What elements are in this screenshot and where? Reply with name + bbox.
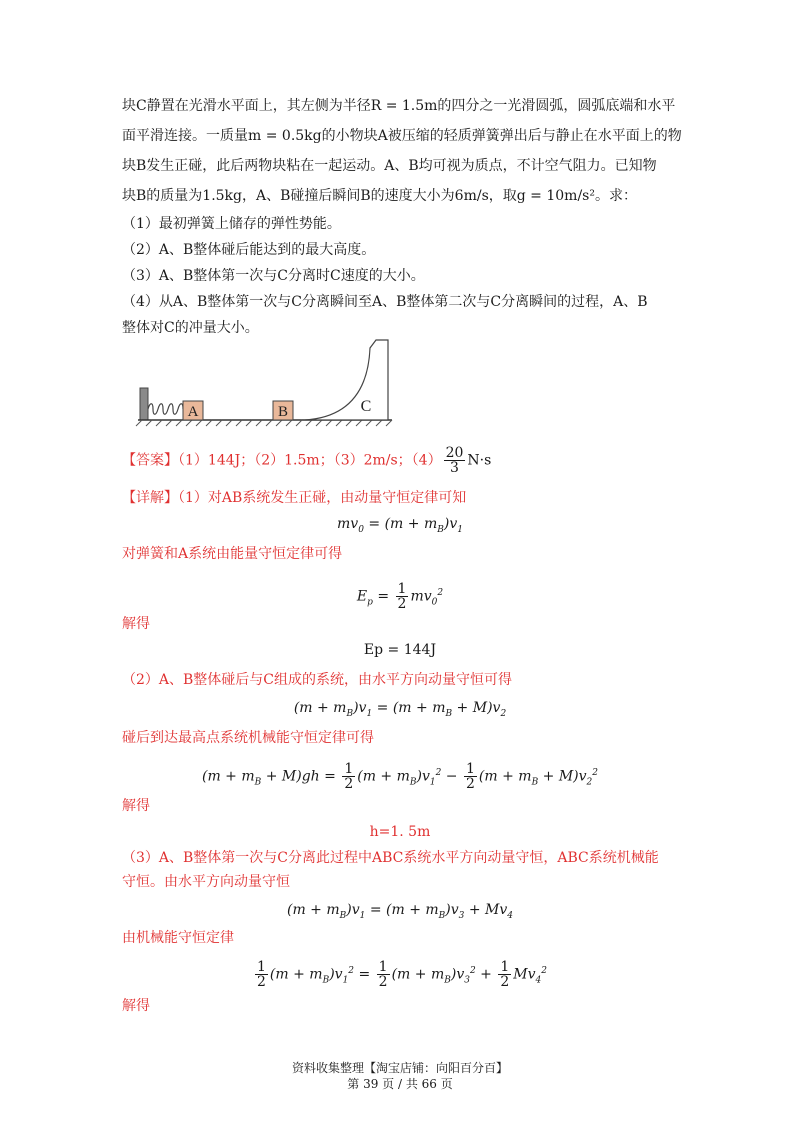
block-c [305, 340, 388, 420]
detail-intro-text: （1）对AB系统发生正碰，由动量守恒定律可知 [178, 490, 467, 506]
answer-unit: N·s [467, 452, 492, 469]
detail-part-3a: （3）A、B整体第一次与C分离此过程中ABC系统水平方向动量守恒，ABC系统机械能 [122, 850, 659, 866]
detail-intro [122, 488, 466, 508]
problem-line-4: 块B的质量为1.5kg，A、B碰撞后瞬间B的速度大小为6m/s，取g = 10m/s²。求： [122, 188, 637, 204]
problem-line-3: 块B发生正碰，此后两物块粘在一起运动。A、B均可视为质点，不计空气阻力。已知物 [122, 158, 657, 174]
detail-part-2: （2）A、B整体碰后与C组成的系统，由水平方向动量守恒可得 [122, 672, 513, 688]
problem-line-1: 块C静置在光滑水平面上，其左侧为半径R = 1.5m的四分之一光滑圆弧，圆弧底端和水平 [122, 98, 676, 114]
detail-energy-3: 由机械能守恒定律 [122, 930, 234, 946]
block-a-label: A [187, 404, 199, 420]
detail-part-3b: 守恒。由水平方向动量守恒 [122, 874, 290, 890]
question-4a: （4）从A、B整体第一次与C分离瞬间至A、B整体第二次与C分离瞬间的过程，A、B [122, 294, 648, 310]
answer-text: （1）144J；（2）1.5m；（3）2m/s；（4） [178, 452, 442, 469]
detail-spring: 对弹簧和A系统由能量守恒定律可得 [122, 546, 343, 562]
detail-solve-1: 解得 [122, 616, 150, 632]
answer-fraction [444, 446, 466, 475]
answer-label: 【答案】 [122, 452, 178, 469]
physics-figure [130, 338, 400, 428]
footer-page-number: 第 39 页 / 共 66 页 [347, 1077, 453, 1091]
block-b-label: B [277, 404, 289, 420]
answer-line [122, 446, 491, 475]
ground-hatch [136, 420, 392, 426]
equation-energy-2: $(m + m_B + M)gh$ = $\frac{1}{2}$ $(m + m_B)v_1^2$ − $\frac{1}{2}$ $(m + m_B + M)v_2^2$ [201, 761, 599, 793]
equation-energy-1: $E_p$ = $\frac{1}{2}$ $mv_0^2$ [356, 581, 444, 613]
question-1: （1）最初弹簧上储存的弹性势能。 [122, 216, 341, 232]
fraction-denominator: 3 [450, 460, 459, 476]
question-3: （3）A、B整体第一次与C分离时C速度的大小。 [122, 268, 425, 284]
spring [148, 404, 183, 415]
equation-momentum-1: $mv_0 = (m + m_B)v_1$ [337, 516, 463, 535]
equation-momentum-2: $(m + m_B)v_1 = (m + m_B + M)v_2$ [293, 700, 507, 719]
detail-solve-2: 解得 [122, 798, 150, 814]
result-h: h=1. 5m [369, 824, 431, 840]
result-ep: Ep = 144J [363, 642, 437, 658]
question-4b: 整体对C的冲量大小。 [122, 320, 259, 336]
equation-energy-3: $\frac{1}{2}$ $(m + m_B)v_1^2$ = $\frac{1}{2}$ $(m + m_B)v_3^2$ + $\frac{1}{2}$ $Mv_4^2$ [256, 959, 547, 991]
question-2: （2）A、B整体碰后能达到的最大高度。 [122, 242, 376, 258]
problem-line-2: 面平滑连接。一质量m = 0.5kg的小物块A被压缩的轻质弹簧弹出后与静止在水平面上的物 [122, 128, 682, 144]
wall [140, 388, 148, 420]
equation-momentum-3: $(m + m_B)v_1 = (m + m_B)v_3 + Mv_4$ [286, 902, 513, 921]
detail-solve-3: 解得 [122, 998, 150, 1014]
fraction-numerator: 20 [445, 445, 464, 461]
block-c-label: C [360, 398, 372, 415]
footer-source: 资料收集整理【淘宝店铺：向阳百分百】 [291, 1061, 508, 1075]
detail-energy-2: 碰后到达最高点系统机械能守恒定律可得 [122, 730, 374, 746]
detail-label: 【详解】 [122, 490, 178, 506]
